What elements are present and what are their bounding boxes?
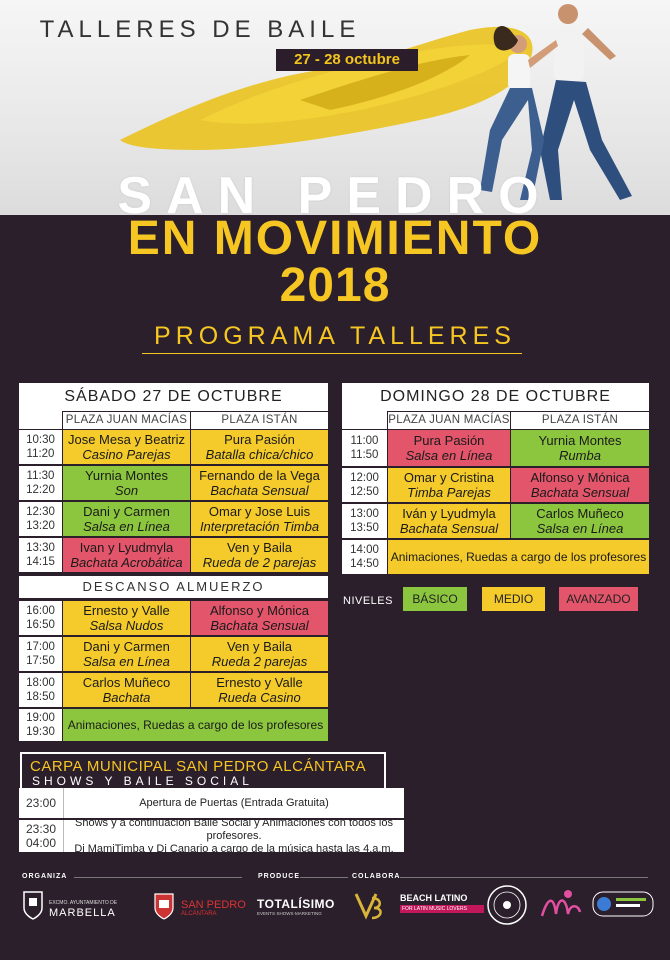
- marbella-shield-icon: [22, 890, 44, 920]
- sabado-slot-1a: Jose Mesa y Beatriz Casino Parejas: [63, 430, 190, 464]
- sabado-slot-5a: Ernesto y Valle Salsa Nudos: [63, 601, 190, 635]
- sabado-corner: [19, 411, 62, 429]
- sabado-slot-2b: Fernando de la Vega Bachata Sensual: [191, 466, 328, 500]
- domingo-time-2: 12:00 12:50: [342, 468, 387, 502]
- title-en-movimiento: EN MOVIMIENTO: [127, 212, 543, 265]
- logo-totalisimo-sub: EVENTS·SHOWS·MARKETING: [257, 911, 322, 916]
- footer-line-1: [74, 877, 242, 878]
- sabado-time-4: 13:30 14:15: [19, 538, 62, 572]
- sabado-slot-1b: Pura Pasión Batalla chica/chico: [191, 430, 328, 464]
- sabado-slot-6a: Dani y Carmen Salsa en Línea: [63, 637, 190, 671]
- logo-totalisimo: [257, 897, 337, 921]
- sabado-slot-final: Animaciones, Ruedas a cargo de los profesores: [63, 709, 328, 741]
- title-san-pedro: SAN PEDRO: [117, 167, 553, 225]
- sabado-slot-7b: Ernesto y Valle Rueda Casino: [191, 673, 328, 707]
- domingo-time-3: 13:00 13:50: [342, 504, 387, 538]
- footer-organiza: ORGANIZA: [22, 873, 68, 880]
- carpa-row-2: [19, 816, 404, 855]
- logo-beach-text: BEACH LATINO: [400, 893, 468, 903]
- sabado-slot-2a: Yurnia Montes Son: [63, 466, 190, 500]
- logo-san-pedro: [153, 890, 246, 926]
- title-programa: PROGRAMA TALLERES: [154, 322, 516, 350]
- sabado-time-7: 18:00 18:50: [19, 673, 62, 707]
- sabado-slot-5b: Alfonso y Mónica Bachata Sensual: [191, 601, 328, 635]
- logo-totalisimo-text: TOTALÍSIMO: [257, 897, 335, 911]
- nivel-avanzado: AVANZADO: [559, 587, 638, 611]
- carpa-text-1: Apertura de Puertas (Entrada Gratuita): [139, 796, 329, 809]
- sabado-time-1: 10:30 11:20: [19, 430, 62, 464]
- footer-line-2: [300, 877, 348, 878]
- descanso-almuerzo: DESCANSO ALMUERZO: [19, 576, 328, 598]
- colabora-logo-script-icon: [538, 886, 584, 924]
- logo-marbella-text: MARBELLA: [49, 907, 116, 919]
- logo-beach-latino: [400, 893, 484, 923]
- title-year: 2018: [279, 259, 391, 312]
- domingo-slot-3a: Iván y Lyudmyla Bachata Sensual: [388, 504, 510, 538]
- colabora-logo-circle-icon: [486, 884, 528, 926]
- domingo-time-1: 11:00 11:50: [342, 430, 387, 466]
- logo-marbella: [22, 890, 132, 926]
- domingo-corner: [342, 411, 387, 429]
- sabado-col2-head: PLAZA ISTÁN: [191, 412, 328, 429]
- sabado-slot-4b: Ven y Baila Rueda de 2 parejas: [191, 538, 328, 572]
- san-pedro-shield-icon: [153, 890, 175, 920]
- carpa-text-2: Shows y a continuación Baile Social y Animaciones con todos los profesores. Dj MamiTimba y Dj Canario a cargo de la música hasta las 4.a.m.: [74, 816, 394, 855]
- sabado-slot-6b: Ven y Baila Rueda 2 parejas: [191, 637, 328, 671]
- sabado-slot-3a: Dani y Carmen Salsa en Línea: [63, 502, 190, 536]
- colabora-logo-vb-icon: [352, 888, 386, 922]
- sabado-slot-7a: Carlos Muñeco Bachata: [63, 673, 190, 707]
- footer-colabora: COLABORA: [352, 873, 401, 880]
- domingo-time-4: 14:00 14:50: [342, 540, 387, 574]
- logo-san-pedro-text: SAN PEDRO: [181, 899, 246, 911]
- sabado-time-6: 17:00 17:50: [19, 637, 62, 671]
- domingo-slot-final: Animaciones, Ruedas a cargo de los profesores: [388, 540, 649, 574]
- sabado-heading: SÁBADO 27 DE OCTUBRE: [19, 383, 328, 411]
- domingo-col2-head: PLAZA ISTÁN: [511, 412, 649, 429]
- sabado-time-3: 12:30 13:20: [19, 502, 62, 536]
- nivel-medio: MEDIO: [482, 587, 545, 611]
- sabado-time-5: 16:00 16:50: [19, 601, 62, 635]
- sabado-time-8: 19:00 19:30: [19, 709, 62, 741]
- logo-san-pedro-sub: ALCÁNTARA: [181, 911, 217, 917]
- domingo-slot-2a: Omar y Cristina Timba Parejas: [388, 468, 510, 502]
- niveles-label: NIVELES: [343, 595, 393, 607]
- sabado-slot-3b: Omar y Jose Luis Interpretación Timba: [191, 502, 328, 536]
- footer-line-3: [400, 877, 648, 878]
- carpa-time-2: 23:30 04:00: [25, 822, 57, 850]
- nivel-basico: BÁSICO: [403, 587, 467, 611]
- domingo-slot-2b: Alfonso y Mónica Bachata Sensual: [511, 468, 649, 502]
- domingo-slot-1a: Pura Pasión Salsa en Línea: [388, 430, 510, 466]
- logo-beach-sub: FOR LATIN MUSIC LOVERS: [400, 905, 484, 913]
- carpa-time-1: 23:00: [25, 796, 57, 810]
- sabado-slot-4a: Ivan y Lyudmyla Bachata Acrobática: [63, 538, 190, 572]
- domingo-slot-1b: Yurnia Montes Rumba: [511, 430, 649, 466]
- domingo-slot-3b: Carlos Muñeco Salsa en Línea: [511, 504, 649, 538]
- domingo-heading: DOMINGO 28 DE OCTUBRE: [342, 383, 649, 411]
- footer-produce: PRODUCE: [258, 873, 301, 880]
- carpa-header: [20, 752, 386, 788]
- hero-title: TALLERES DE BAILE: [39, 16, 361, 43]
- sabado-col1-head: PLAZA JUAN MACÍAS: [63, 412, 190, 429]
- carpa-row-1: [19, 788, 404, 818]
- sabado-time-2: 11:30 12:20: [19, 466, 62, 500]
- hero-dates: 27 - 28 octubre: [276, 49, 418, 71]
- title-underline: [142, 353, 522, 354]
- carpa-subtitle: SHOWS Y BAILE SOCIAL: [32, 774, 253, 788]
- colabora-logo-last-icon: [592, 888, 654, 920]
- carpa-title: CARPA MUNICIPAL SAN PEDRO ALCÁNTARA: [30, 758, 367, 775]
- logo-marbella-small: EXCMO. AYUNTAMIENTO DE: [49, 900, 118, 906]
- domingo-col1-head: PLAZA JUAN MACÍAS: [388, 412, 510, 429]
